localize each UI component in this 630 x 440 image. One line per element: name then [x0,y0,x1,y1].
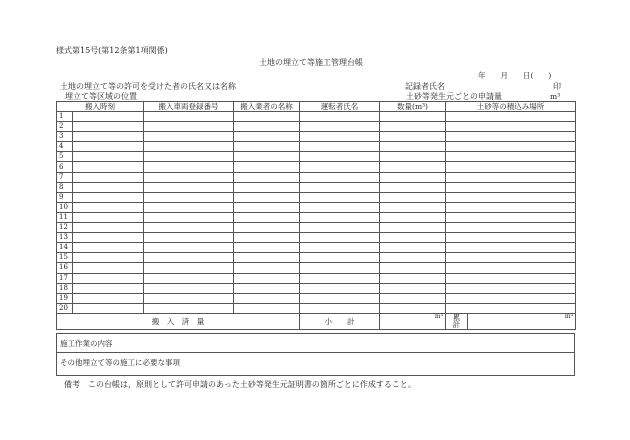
driver-name-cell[interactable] [300,112,380,122]
date-line: 年 月 日( ) [478,71,552,80]
permit-holder-label: 土地の埋立て等の許可を受けた者の氏名又は名称 [60,82,236,91]
management-ledger-table [56,101,576,330]
vehicle-number-cell[interactable] [144,293,234,303]
driver-name-cell[interactable] [300,182,380,192]
driver-name-cell[interactable] [300,263,380,273]
driver-name-cell[interactable] [300,233,380,243]
company-name-cell[interactable] [234,303,300,313]
table-row [57,243,576,253]
subtotal-label: 小 計 [300,313,380,329]
work-content-label: 施工作業の内容 [60,339,113,348]
table-row [57,122,576,132]
table-row [57,182,576,192]
driver-name-cell[interactable] [300,212,380,222]
table-row [57,293,576,303]
arrival-time-cell[interactable] [73,263,144,273]
table-row [57,273,576,283]
quantity-cell[interactable] [380,182,446,192]
table-row [57,112,576,122]
col-header-driver-name: 運転者氏名 [300,102,380,112]
loading-place-cell[interactable] [446,172,576,182]
driver-name-cell[interactable] [300,253,380,263]
vehicle-number-cell[interactable] [144,112,234,122]
loading-place-cell[interactable] [446,303,576,313]
delivered-label: 搬 入 済 量 [57,313,300,329]
quantity-cell[interactable] [380,233,446,243]
col-header-loading-place: 土砂等の積込み場所 [446,102,576,112]
table-row [57,142,576,152]
driver-name-cell[interactable] [300,303,380,313]
loading-place-cell[interactable] [446,112,576,122]
vehicle-number-cell[interactable] [144,273,234,283]
loading-place-cell[interactable] [446,202,576,212]
loading-place-cell[interactable] [446,122,576,132]
work-content-box [56,333,575,353]
driver-name-cell[interactable] [300,142,380,152]
applied-volume-unit: m³ [550,92,561,101]
row-number: 11 [57,212,73,222]
company-name-cell[interactable] [234,233,300,243]
arrival-time-cell[interactable] [73,132,144,142]
cumulative-unit: m³ [468,313,576,329]
arrival-time-cell[interactable] [73,142,144,152]
table-row [57,283,576,293]
row-number: 2 [57,122,73,132]
vehicle-number-cell[interactable] [144,253,234,263]
arrival-time-cell[interactable] [73,283,144,293]
vehicle-number-cell[interactable] [144,303,234,313]
arrival-time-cell[interactable] [73,182,144,192]
arrival-time-cell[interactable] [73,233,144,243]
vehicle-number-cell[interactable] [144,192,234,202]
row-number: 9 [57,192,73,202]
arrival-time-cell[interactable] [73,293,144,303]
driver-name-cell[interactable] [300,273,380,283]
col-header-vehicle-number: 搬入車両登録番号 [144,102,234,112]
table-row [57,202,576,212]
company-name-cell[interactable] [234,273,300,283]
arrival-time-cell[interactable] [73,162,144,172]
loading-place-cell[interactable] [446,152,576,162]
company-name-cell[interactable] [234,152,300,162]
form-id: 様式第15号(第12条第1項関係) [56,46,168,55]
loading-place-cell[interactable] [446,192,576,202]
arrival-time-cell[interactable] [73,303,144,313]
loading-place-cell[interactable] [446,212,576,222]
vehicle-number-cell[interactable] [144,223,234,233]
cumulative-label: 累 計 [446,313,468,329]
arrival-time-cell[interactable] [73,273,144,283]
summary-row [57,313,576,329]
vehicle-number-cell[interactable] [144,182,234,192]
quantity-cell[interactable] [380,162,446,172]
loading-place-cell[interactable] [446,142,576,152]
vehicle-number-cell[interactable] [144,283,234,293]
row-number: 14 [57,243,73,253]
driver-name-cell[interactable] [300,243,380,253]
driver-name-cell[interactable] [300,172,380,182]
row-number: 8 [57,182,73,192]
row-number: 1 [57,112,73,122]
quantity-cell[interactable] [380,192,446,202]
row-number: 7 [57,172,73,182]
row-number: 5 [57,152,73,162]
other-matters-label: その他埋立て等の施工に必要な事項 [60,358,180,367]
arrival-time-cell[interactable] [73,152,144,162]
company-name-cell[interactable] [234,122,300,132]
quantity-cell[interactable] [380,112,446,122]
arrival-time-cell[interactable] [73,202,144,212]
col-header-quantity: 数量(m³) [380,102,446,112]
quantity-cell[interactable] [380,132,446,142]
loading-place-cell[interactable] [446,182,576,192]
table-row [57,152,576,162]
company-name-cell[interactable] [234,132,300,142]
arrival-time-cell[interactable] [73,112,144,122]
row-number: 13 [57,233,73,243]
vehicle-number-cell[interactable] [144,132,234,142]
driver-name-cell[interactable] [300,202,380,212]
vehicle-number-cell[interactable] [144,212,234,222]
vehicle-number-cell[interactable] [144,152,234,162]
row-number: 12 [57,223,73,233]
table-row [57,132,576,142]
row-number: 19 [57,293,73,303]
company-name-cell[interactable] [234,162,300,172]
vehicle-number-cell[interactable] [144,263,234,273]
table-row [57,303,576,313]
page-title: 土地の埋立て等施工管理台帳 [259,58,363,67]
company-name-cell[interactable] [234,212,300,222]
vehicle-number-cell[interactable] [144,243,234,253]
arrival-time-cell[interactable] [73,223,144,233]
seal-mark: 印 [553,82,561,91]
driver-name-cell[interactable] [300,223,380,233]
quantity-cell[interactable] [380,142,446,152]
vehicle-number-cell[interactable] [144,142,234,152]
driver-name-cell[interactable] [300,293,380,303]
quantity-cell[interactable] [380,283,446,293]
loading-place-cell[interactable] [446,283,576,293]
company-name-cell[interactable] [234,202,300,212]
quantity-cell[interactable] [380,243,446,253]
table-row [57,212,576,222]
vehicle-number-cell[interactable] [144,202,234,212]
company-name-cell[interactable] [234,293,300,303]
loading-place-cell[interactable] [446,243,576,253]
subtotal-unit: m³ [380,313,446,329]
loading-place-cell[interactable] [446,293,576,303]
driver-name-cell[interactable] [300,162,380,172]
arrival-time-cell[interactable] [73,253,144,263]
vehicle-number-cell[interactable] [144,122,234,132]
arrival-time-cell[interactable] [73,212,144,222]
row-number: 17 [57,273,73,283]
quantity-cell[interactable] [380,223,446,233]
col-header-arrival-time: 搬入時刻 [57,102,144,112]
driver-name-cell[interactable] [300,122,380,132]
company-name-cell[interactable] [234,142,300,152]
quantity-cell[interactable] [380,263,446,273]
driver-name-cell[interactable] [300,152,380,162]
driver-name-cell[interactable] [300,132,380,142]
quantity-cell[interactable] [380,202,446,212]
table-row [57,253,576,263]
quantity-cell[interactable] [380,273,446,283]
table-row [57,263,576,273]
quantity-cell[interactable] [380,152,446,162]
quantity-cell[interactable] [380,303,446,313]
quantity-cell[interactable] [380,172,446,182]
row-number: 15 [57,253,73,263]
table-row [57,192,576,202]
company-name-cell[interactable] [234,223,300,233]
driver-name-cell[interactable] [300,192,380,202]
row-number: 6 [57,162,73,172]
table-row [57,233,576,243]
row-number: 18 [57,283,73,293]
arrival-time-cell[interactable] [73,172,144,182]
table-row [57,172,576,182]
arrival-time-cell[interactable] [73,122,144,132]
row-number: 16 [57,263,73,273]
recorder-label: 記録者氏名 [405,82,445,91]
row-number: 4 [57,142,73,152]
row-number: 3 [57,132,73,142]
company-name-cell[interactable] [234,263,300,273]
company-name-cell[interactable] [234,283,300,293]
loading-place-cell[interactable] [446,162,576,172]
company-name-cell[interactable] [234,172,300,182]
vehicle-number-cell[interactable] [144,162,234,172]
header-row [57,102,576,112]
vehicle-number-cell[interactable] [144,233,234,243]
driver-name-cell[interactable] [300,283,380,293]
quantity-cell[interactable] [380,253,446,263]
loading-place-cell[interactable] [446,273,576,283]
loading-place-cell[interactable] [446,132,576,142]
row-number: 20 [57,303,73,313]
note: 備考 この台帳は，原則として許可申請のあった土砂等発生元証明書の箇所ごとに作成すること。 [64,380,416,389]
other-matters-box [56,352,575,376]
vehicle-number-cell[interactable] [144,172,234,182]
table-row [57,223,576,233]
quantity-cell[interactable] [380,212,446,222]
company-name-cell[interactable] [234,253,300,263]
arrival-time-cell[interactable] [73,243,144,253]
loading-place-cell[interactable] [446,233,576,243]
loading-place-cell[interactable] [446,263,576,273]
arrival-time-cell[interactable] [73,192,144,202]
company-name-cell[interactable] [234,182,300,192]
quantity-cell[interactable] [380,122,446,132]
company-name-cell[interactable] [234,243,300,253]
company-name-cell[interactable] [234,192,300,202]
loading-place-cell[interactable] [446,253,576,263]
quantity-cell[interactable] [380,293,446,303]
company-name-cell[interactable] [234,112,300,122]
col-header-company-name: 搬入業者の名称 [234,102,300,112]
row-number: 10 [57,202,73,212]
site-location-label: 埋立て等区域の位置 [65,92,137,101]
table-row [57,162,576,172]
loading-place-cell[interactable] [446,223,576,233]
applied-volume-label: 土砂等発生元ごとの申請量 [406,92,502,101]
